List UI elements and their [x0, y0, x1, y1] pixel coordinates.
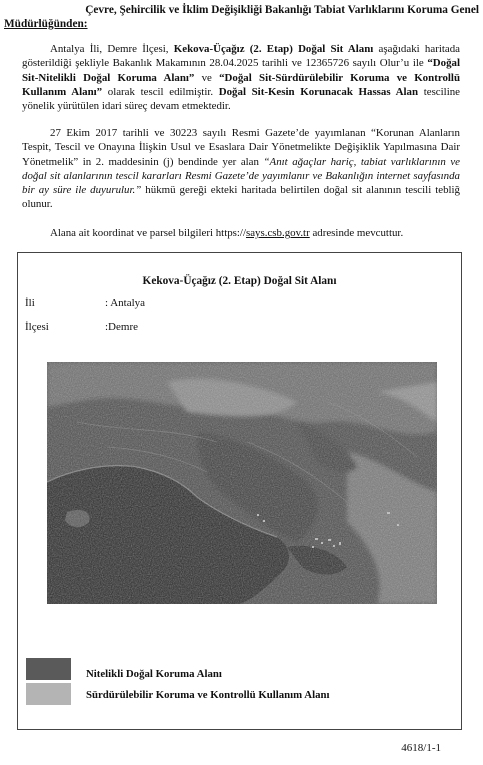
page-number: 4618/1-1 [401, 742, 441, 754]
paragraph-1 [22, 42, 460, 113]
paragraph-2 [22, 126, 460, 212]
paragraph-3 [22, 226, 460, 240]
header-line-1: Çevre, Şehircilik ve İklim Değişikliği Bakanlığı Tabiat Varlıklarını Koruma Genel [85, 4, 479, 16]
map-title: Kekova-Üçağız (2. Etap) Doğal Sit Alanı [142, 275, 337, 287]
document-header [4, 3, 479, 31]
p3-text-1: Alana ait koordinat ve parsel bilgileri https:// [50, 227, 246, 239]
p1-text-2: aşağıdaki haritada gösterildiği şekliyle Bakanlık Makamının 28.04.2025 tarihli ve 12365726 sayılı Olur’u ile [22, 43, 460, 70]
p1-bold-4: Doğal Sit-Kesin Korunacak Hassas Alan [218, 85, 419, 98]
p1-bold-2: “Doğal Sit-Nitelikli Doğal Koruma Alanı” [22, 57, 460, 84]
header-line-2: Müdürlüğünden: [4, 18, 88, 30]
p1-text-1: Antalya İli, Demre İlçesi, [50, 43, 174, 55]
district-row [25, 321, 138, 333]
p2-italic-1: “Anıt ağaçlar hariç, tabiat varlıklarının ve doğal sit alanlarının tescil kararları Resmi Gazete’de yayımlanır ve Bakanlığın internet sayfasında bir ay süre ile duyurulur.” [22, 155, 461, 197]
province-row [25, 297, 145, 309]
p2-text-2: hükmü gereği ekteki haritada belirtilen doğal sit alanının tescili tebliğ olunur. [22, 184, 461, 211]
legend-label-nitelikli: Nitelikli Doğal Koruma Alanı [86, 668, 222, 680]
p1-text-5: tesciline yönelik yürütülen idari süreç devam etmektedir. [22, 85, 460, 113]
legend-swatch-surdurulebilir [26, 683, 71, 705]
p1-text-3: ve [194, 71, 220, 84]
map-panel [17, 252, 462, 730]
province-value: : Antalya [105, 297, 146, 309]
province-label: İli [25, 297, 35, 309]
p1-text-4: olarak tescil edilmiştir. [102, 85, 219, 98]
satellite-map-image [47, 362, 437, 604]
p1-bold-1: Kekova-Üçağız (2. Etap) Doğal Sit Alanı [173, 43, 374, 55]
p3-text-2: adresinde mevcuttur. [309, 227, 404, 239]
district-value: :Demre [105, 321, 138, 333]
says-link[interactable]: says.csb.gov.tr [245, 227, 310, 239]
satellite-map-graphic [47, 362, 437, 604]
p2-text-1: 27 Ekim 2017 tarihli ve 30223 sayılı Resmi Gazete’de yayımlanan “Korunan Alanların Tespit, Tescil ve Onayına İlişkin Usul ve Esaslara Dair Yönetmelikte Değişiklik Yapılmasına Dair Yönetmelik” in 2. maddesinin (j) bendinde yer alan [22, 127, 460, 168]
p1-bold-3: “Doğal Sit-Sürdürülebilir Koruma ve Kontrollü Kullanım Alanı” [22, 71, 461, 98]
district-label: İlçesi [25, 321, 49, 333]
legend-label-surdurulebilir: Sürdürülebilir Koruma ve Kontrollü Kullanım Alanı [86, 689, 330, 701]
legend-swatch-nitelikli [26, 658, 71, 680]
